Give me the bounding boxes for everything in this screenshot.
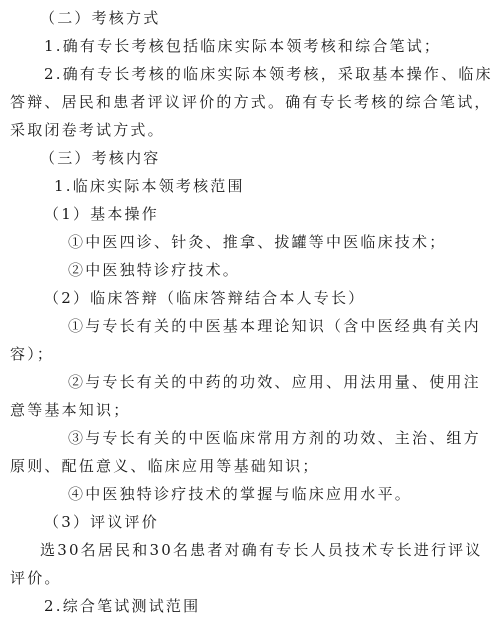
- subheading-clinical-scope: 1.临床实际本领考核范围: [54, 177, 245, 195]
- list-item: ①与专长有关的中医基本理论知识（含中医经典有关内: [68, 317, 481, 335]
- heading-assessment-content: （三）考核内容: [40, 149, 161, 167]
- subheading-written-exam: 2.综合笔试测试范围: [44, 597, 201, 615]
- list-item: ②与专长有关的中药的功效、应用、用法用量、使用注: [68, 373, 481, 391]
- list-item: ①中医四诊、针灸、推拿、拔罐等中医临床技术；: [68, 233, 447, 251]
- paragraph-line: 2.确有专长考核的临床实际本领考核，采取基本操作、临床: [44, 65, 493, 83]
- heading-assessment-method: （二）考核方式: [40, 9, 161, 27]
- list-item-continuation: 原则、配伍意义、临床应用等基础知识；: [10, 457, 320, 475]
- paragraph-line: 选30名居民和30名患者对确有专长人员技术专长进行评议: [40, 541, 483, 559]
- paragraph-line: 答辩、居民和患者评议评价的方式。确有专长考核的综合笔试，: [10, 93, 492, 111]
- paragraph-line: 评价。: [10, 569, 62, 587]
- subheading-basic-operation: （1）基本操作: [44, 205, 159, 223]
- paragraph-line: 1.确有专长考核包括临床实际本领考核和综合笔试；: [44, 37, 442, 55]
- list-item: ②中医独特诊疗技术。: [68, 261, 241, 279]
- list-item-continuation: 容）；: [10, 345, 55, 363]
- list-item: ④中医独特诊疗技术的掌握与临床应用水平。: [68, 485, 413, 503]
- subheading-evaluation: （3）评议评价: [44, 513, 159, 531]
- list-item-continuation: 意等基本知识；: [10, 401, 131, 419]
- paragraph-line: 采取闭卷考试方式。: [10, 121, 165, 139]
- list-item: ③与专长有关的中医临床常用方剂的功效、主治、组方: [68, 429, 481, 447]
- subheading-clinical-defense: （2）临床答辩（临床答辩结合本人专长）: [44, 289, 366, 307]
